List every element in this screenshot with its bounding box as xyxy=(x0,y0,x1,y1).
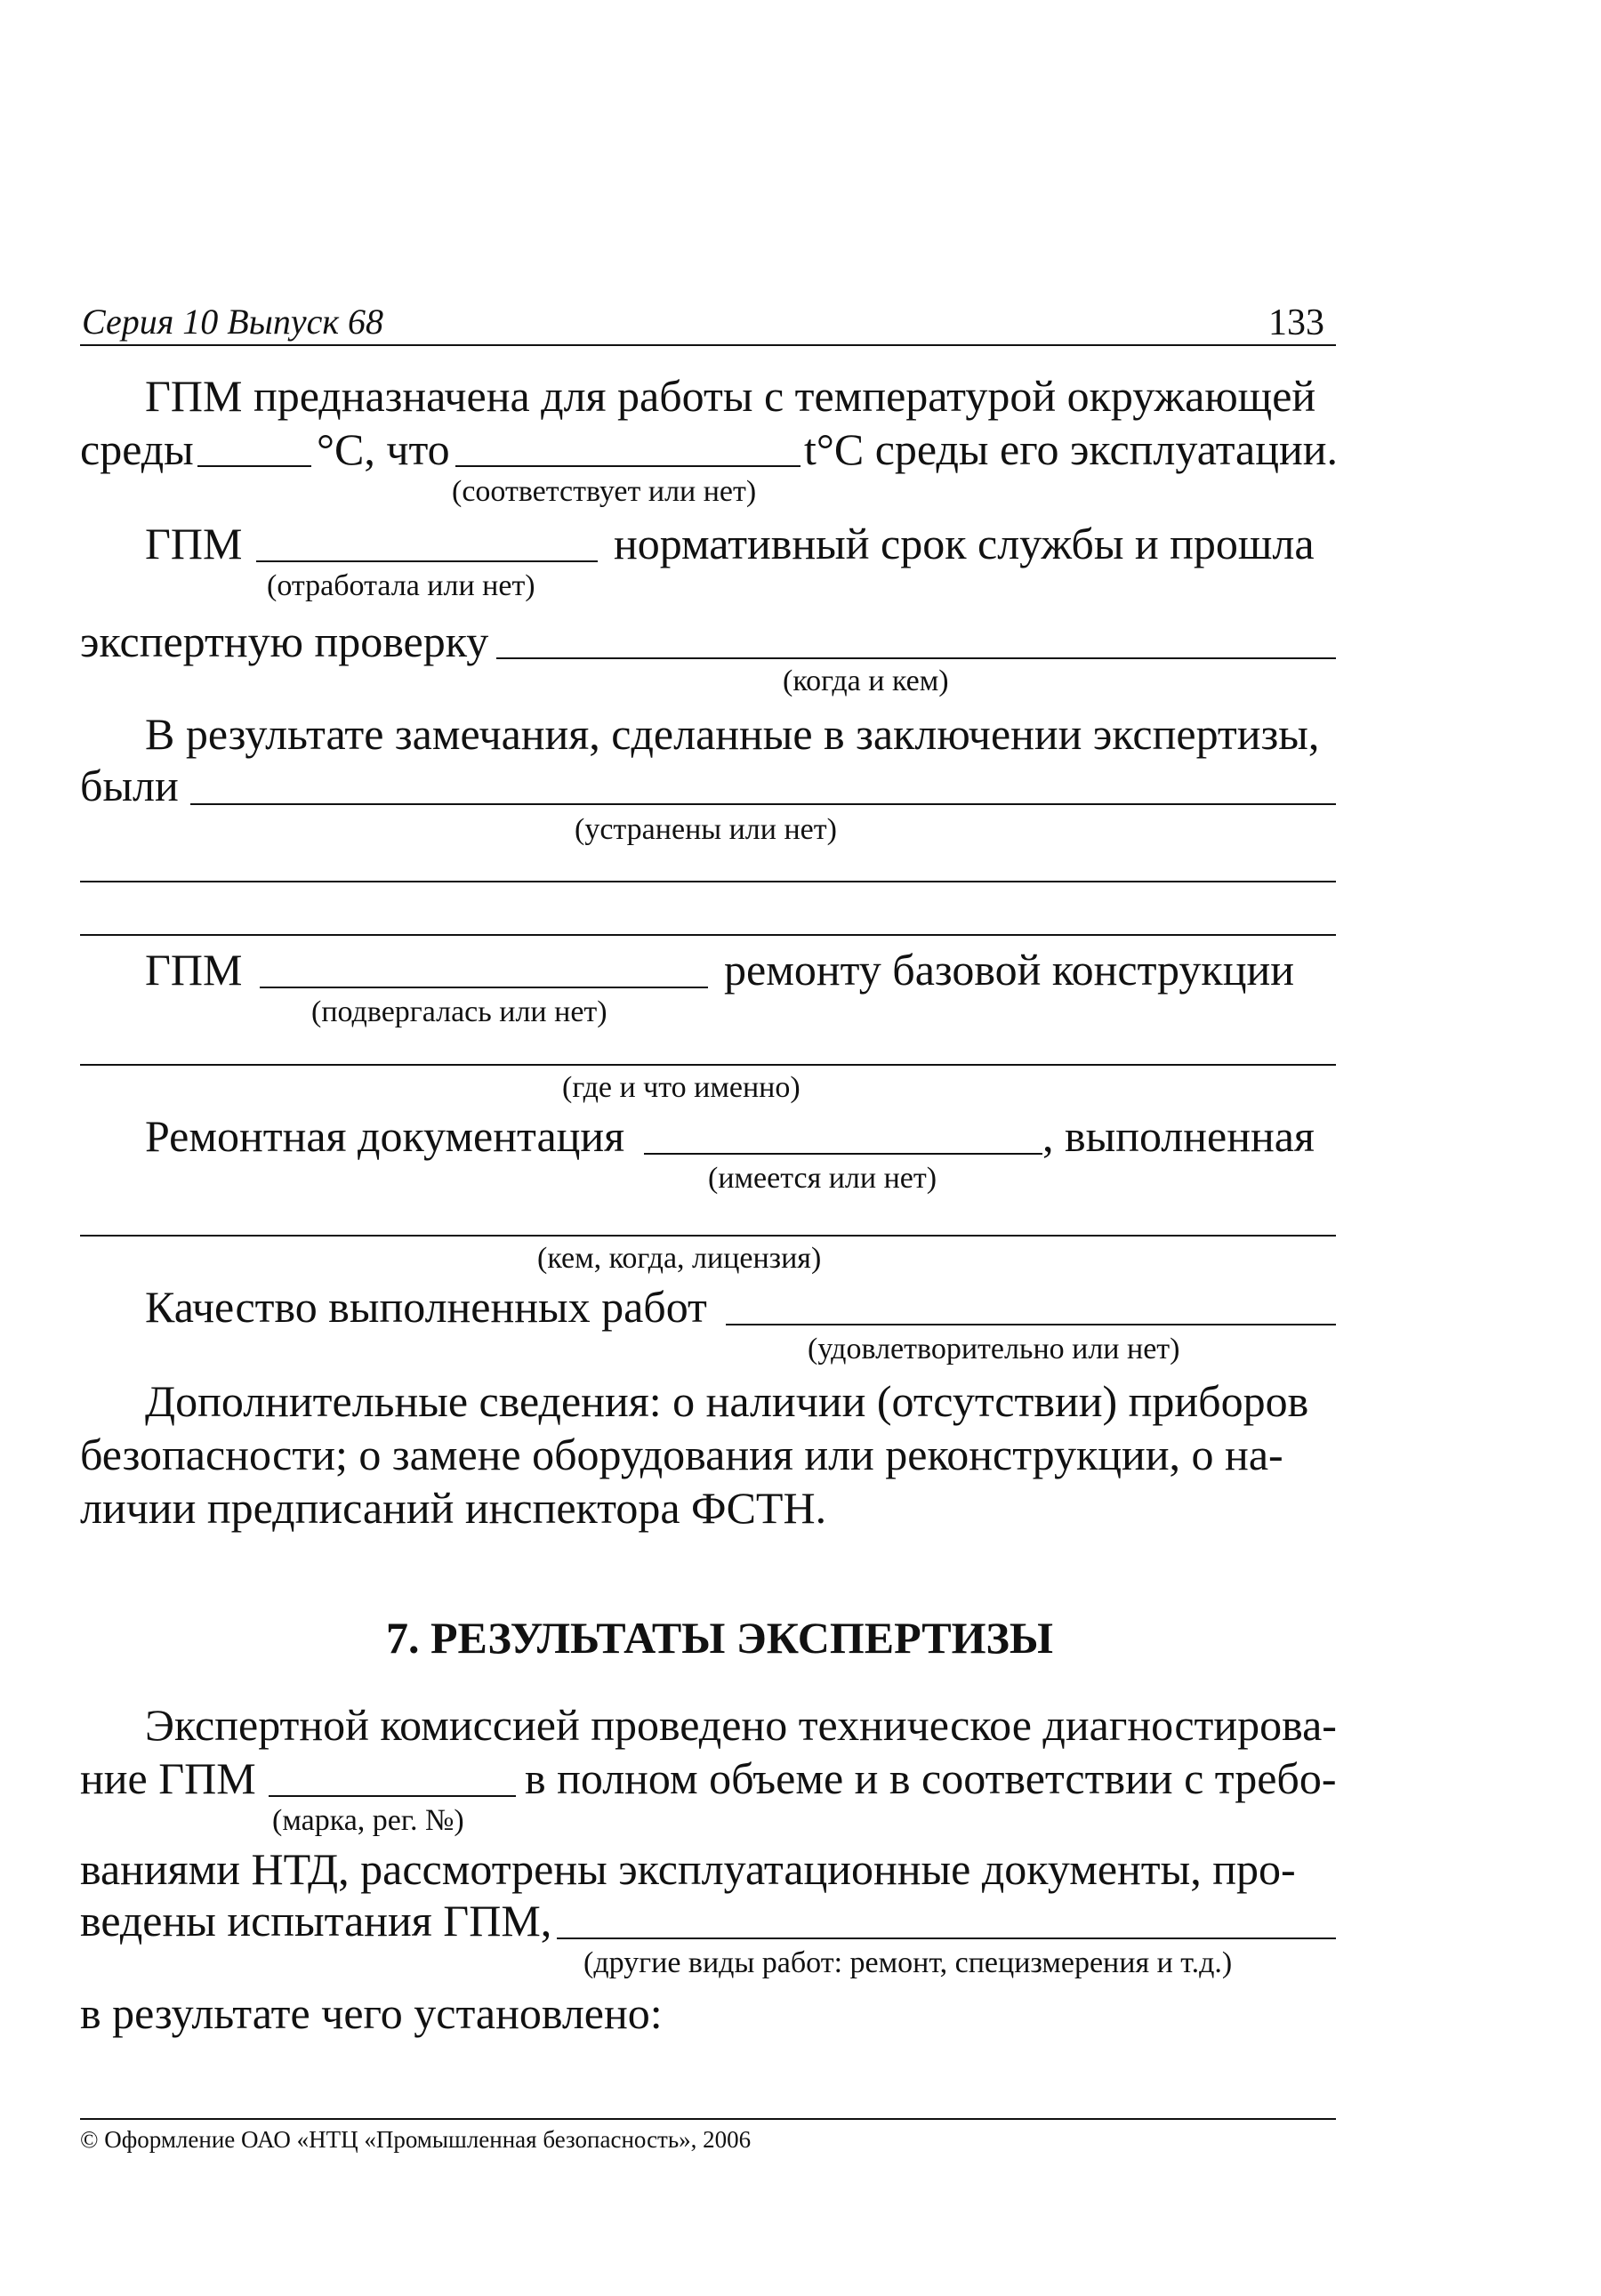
p7-line3: личии предписаний инспектора ФСТН. xyxy=(80,1483,827,1533)
repair-details-line xyxy=(80,1064,1336,1066)
remarks-blank xyxy=(190,803,1336,805)
p3-line1: В результате замечания, сделанные в заключении экспертизы, xyxy=(145,709,1320,759)
p8-line4: ведены испытания ГПМ, xyxy=(80,1896,552,1946)
service-life-blank xyxy=(256,560,598,562)
p5-line1-a: Ремонтная документация xyxy=(145,1111,625,1161)
p1-line2-c: t°C среды его эксплуатации. xyxy=(804,424,1339,474)
p4-caption2: (где и что именно) xyxy=(562,1071,800,1104)
p5-caption2: (кем, когда, лицензия) xyxy=(537,1242,822,1275)
section-heading: 7. РЕЗУЛЬТАТЫ ЭКСПЕРТИЗЫ xyxy=(386,1613,1053,1663)
repair-blank xyxy=(260,987,708,988)
running-header-series: Серия 10 Выпуск 68 xyxy=(82,302,384,342)
p2-caption1: (отработала или нет) xyxy=(267,569,535,602)
p1-caption: (соответствует или нет) xyxy=(452,475,757,508)
model-reg-blank xyxy=(269,1795,516,1797)
remarks-extra-line-2 xyxy=(80,934,1336,936)
p7-line1: Дополнительные сведения: о наличии (отсутствии) приборов xyxy=(145,1376,1309,1426)
remarks-extra-line-1 xyxy=(80,881,1336,882)
footer-rule xyxy=(80,2118,1336,2120)
expert-check-blank xyxy=(496,657,1336,659)
work-quality-blank xyxy=(726,1324,1336,1325)
page-number: 133 xyxy=(1268,302,1324,343)
p3-line2: были xyxy=(80,761,179,810)
p2-line2: экспертную проверку xyxy=(80,616,489,666)
p8-caption1: (марка, рег. №) xyxy=(272,1804,464,1837)
p2-caption2: (когда и кем) xyxy=(783,665,949,697)
p8-line3: ваниями НТД, рассмотрены эксплуатационные документы, про- xyxy=(80,1844,1296,1894)
p7-line2: безопасности; о замене оборудования или реконструкции, о на- xyxy=(80,1430,1283,1479)
p4-caption1: (подвергалась или нет) xyxy=(311,995,607,1028)
p2-line1-b: нормативный срок службы и прошла xyxy=(614,519,1315,568)
p2-line1-a: ГПМ xyxy=(145,519,243,568)
p1-line2-a: среды xyxy=(80,424,194,474)
p5-caption1: (имеется или нет) xyxy=(708,1162,937,1195)
repair-docs-blank xyxy=(644,1153,1042,1155)
p8-line5: в результате чего установлено: xyxy=(80,1988,663,2038)
temperature-blank xyxy=(197,465,311,467)
p1-line2-b: °С, что xyxy=(317,424,450,474)
p6-caption: (удовлетворительно или нет) xyxy=(808,1333,1180,1366)
p4-line1-b: ремонту базовой конструкции xyxy=(724,945,1294,995)
p8-line2-a: ние ГПМ xyxy=(80,1753,256,1803)
p1-line1: ГПМ предназначена для работы с температурой окружающей xyxy=(145,371,1316,421)
p3-caption: (устранены или нет) xyxy=(575,813,837,846)
p8-line1: Экспертной комиссией проведено техническое диагностирова- xyxy=(145,1700,1337,1750)
p8-line2-b: в полном объеме и в соответствии с требо- xyxy=(525,1753,1337,1803)
performer-line xyxy=(80,1235,1336,1237)
footer-copyright: © Оформление ОАО «НТЦ «Промышленная безопасность», 2006 xyxy=(80,2126,752,2153)
p8-caption2: (другие виды работ: ремонт, специзмерения и т.д.) xyxy=(583,1946,1233,1979)
header-rule xyxy=(80,344,1336,346)
other-works-blank xyxy=(557,1938,1336,1939)
p6-line1: Качество выполненных работ xyxy=(145,1282,707,1332)
p4-line1-a: ГПМ xyxy=(145,945,243,995)
correspondence-blank xyxy=(455,465,800,467)
p5-line1-b: , выполненная xyxy=(1042,1111,1315,1161)
